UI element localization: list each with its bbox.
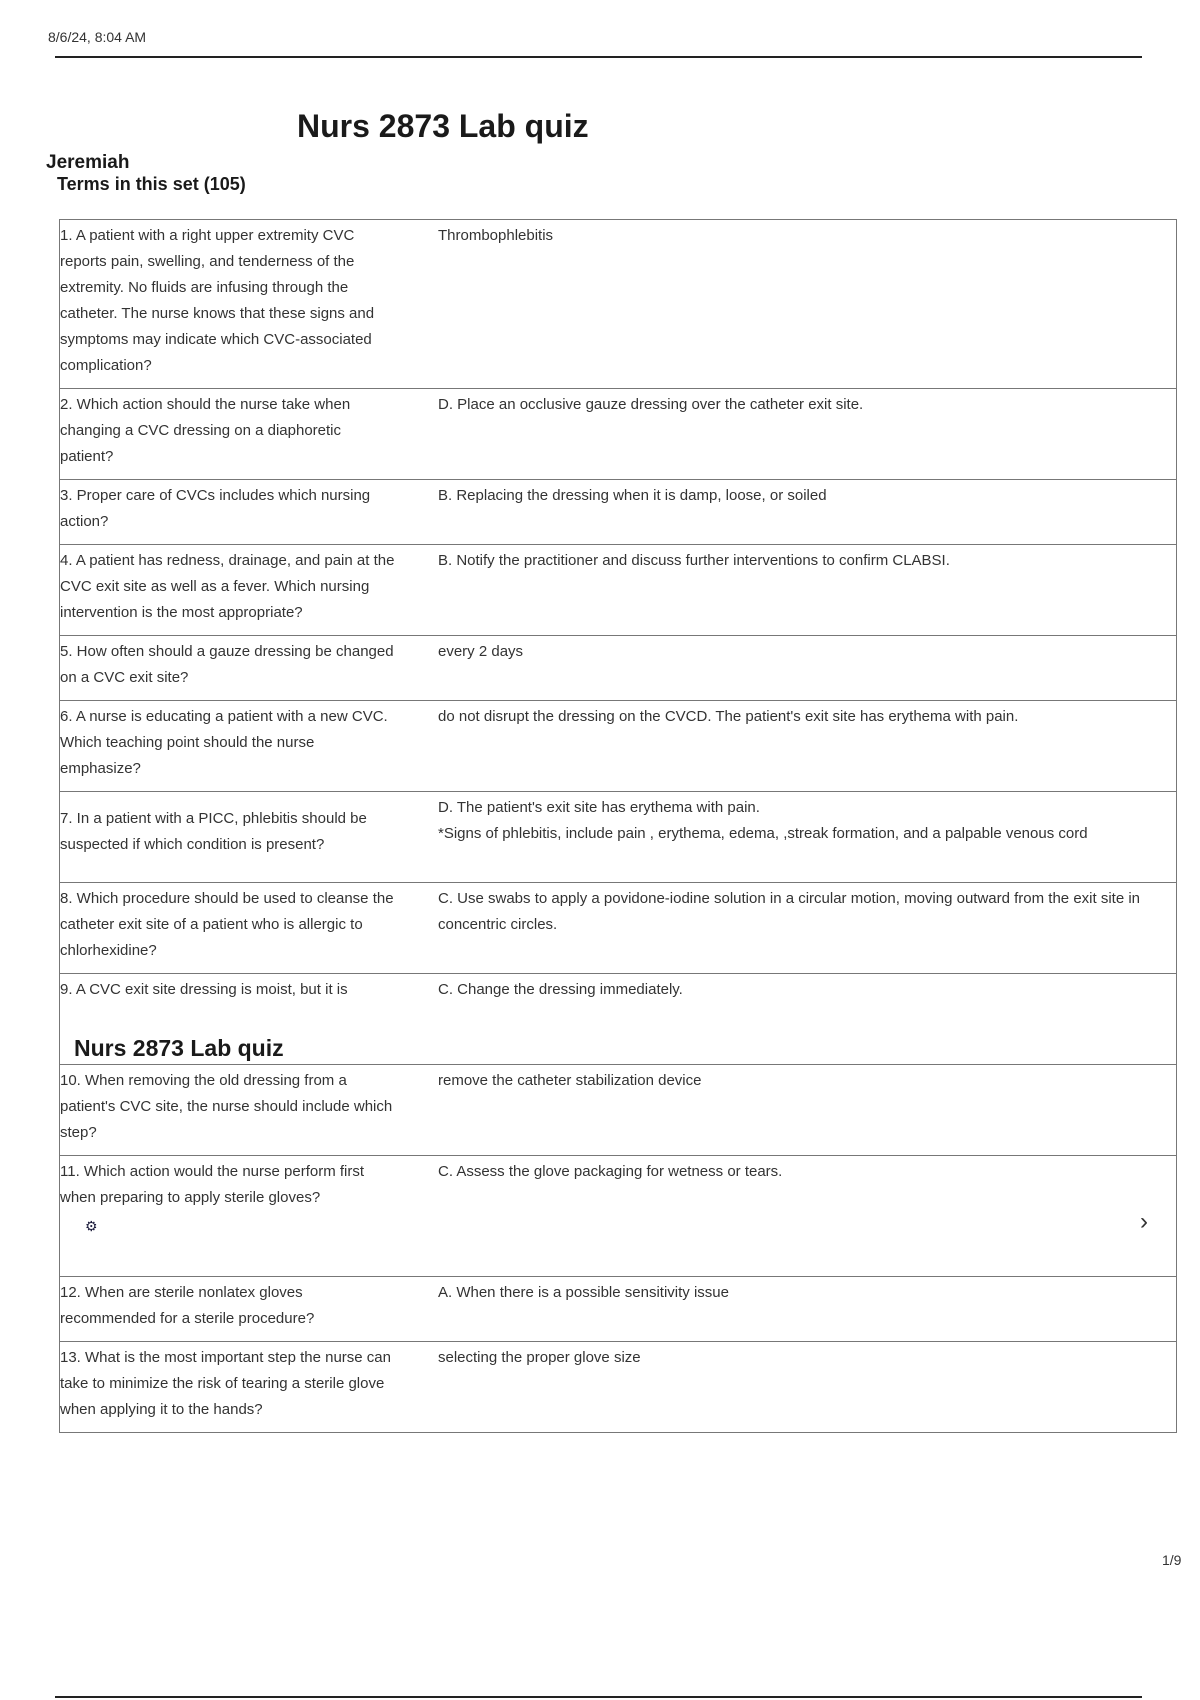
term-question: 7. In a patient with a PICC, phlebitis should be suspected if which condition is present?	[60, 810, 367, 853]
term-answer: B. Replacing the dressing when it is damp, loose, or soiled	[438, 487, 827, 504]
table-row	[60, 1064, 1176, 1155]
table-row	[60, 882, 1176, 973]
repeated-page-title: Nurs 2873 Lab quiz	[74, 1035, 284, 1061]
top-rule	[55, 56, 1142, 58]
term-question: 12. When are sterile nonlatex gloves recommended for a sterile procedure?	[60, 1284, 315, 1327]
table-row	[60, 700, 1176, 791]
timestamp: 8/6/24, 8:04 AM	[48, 29, 147, 45]
gear-icon[interactable]: ⚙	[85, 1218, 98, 1234]
term-question: 5. How often should a gauze dressing be changed on a CVC exit site?	[60, 643, 394, 686]
page-title: Nurs 2873 Lab quiz	[297, 108, 589, 144]
chevron-right-icon[interactable]: ›	[1140, 1208, 1148, 1235]
term-answer: do not disrupt the dressing on the CVCD. The patient's exit site has erythema with pain.	[438, 708, 1019, 725]
term-answer: Thrombophlebitis	[438, 227, 554, 244]
term-question: 3. Proper care of CVCs includes which nursing action?	[60, 487, 371, 530]
term-answer: selecting the proper glove size	[438, 1349, 641, 1366]
table-row	[60, 544, 1176, 635]
table-row	[60, 973, 1176, 1064]
terms-table	[59, 219, 1177, 1433]
term-question: 11. Which action would the nurse perform first when preparing to apply sterile gloves?	[60, 1163, 365, 1206]
table-row	[60, 479, 1176, 544]
term-answer: every 2 days	[438, 643, 524, 660]
table-row	[60, 1276, 1176, 1341]
term-question: 10. When removing the old dressing from a patient's CVC site, the nurse should include which step?	[60, 1072, 393, 1141]
term-answer: A. When there is a possible sensitivity issue	[438, 1284, 729, 1301]
terms-count: Terms in this set (105)	[57, 174, 246, 194]
term-answer: C. Use swabs to apply a povidone-iodine solution in a circular motion, moving outward from the exit site in concentric circles.	[438, 890, 1141, 933]
term-question: 4. A patient has redness, drainage, and pain at the CVC exit site as well as a fever. Which nursing intervention is the most appropriate?	[60, 552, 395, 621]
term-question: 9. A CVC exit site dressing is moist, but it is	[60, 981, 348, 998]
table-row	[60, 635, 1176, 700]
term-question: 8. Which procedure should be used to cleanse the catheter exit site of a patient who is allergic to chlorhexidine?	[60, 890, 394, 959]
term-answer: D. Place an occlusive gauze dressing over the catheter exit site.	[438, 396, 864, 413]
author-name: Jeremiah	[46, 152, 130, 173]
term-question: 13. What is the most important step the nurse can take to minimize the risk of tearing a sterile glove when applying it to the hands?	[60, 1349, 391, 1418]
term-answer-note: *Signs of phlebitis, include pain , erythema, edema, ,streak formation, and a palpable venous cord	[438, 825, 1088, 842]
table-row	[60, 791, 1176, 882]
table-row	[60, 1341, 1176, 1432]
term-answer: C. Change the dressing immediately.	[438, 981, 683, 998]
term-question: 6. A nurse is educating a patient with a new CVC. Which teaching point should the nurse emphasize?	[60, 708, 388, 777]
term-answer-line: D. The patient's exit site has erythema with pain.	[438, 799, 760, 816]
term-question: 1. A patient with a right upper extremity CVC reports pain, swelling, and tenderness of the extremity. No fluids are infusing through the catheter. The nurse knows that these signs and symptoms may indicate which CVC-associated complication?	[60, 227, 375, 374]
term-answer: B. Notify the practitioner and discuss further interventions to confirm CLABSI.	[438, 552, 950, 569]
term-answer: remove the catheter stabilization device	[438, 1072, 702, 1089]
table-row	[60, 1155, 1176, 1276]
page-number: 1/9	[1162, 1552, 1182, 1568]
term-answer: C. Assess the glove packaging for wetness or tears.	[438, 1163, 783, 1180]
term-answer	[405, 792, 1176, 882]
table-row	[60, 388, 1176, 479]
term-question: 2. Which action should the nurse take when changing a CVC dressing on a diaphoretic patient?	[60, 396, 351, 465]
table-row	[60, 220, 1176, 388]
bottom-rule	[55, 1696, 1142, 1698]
